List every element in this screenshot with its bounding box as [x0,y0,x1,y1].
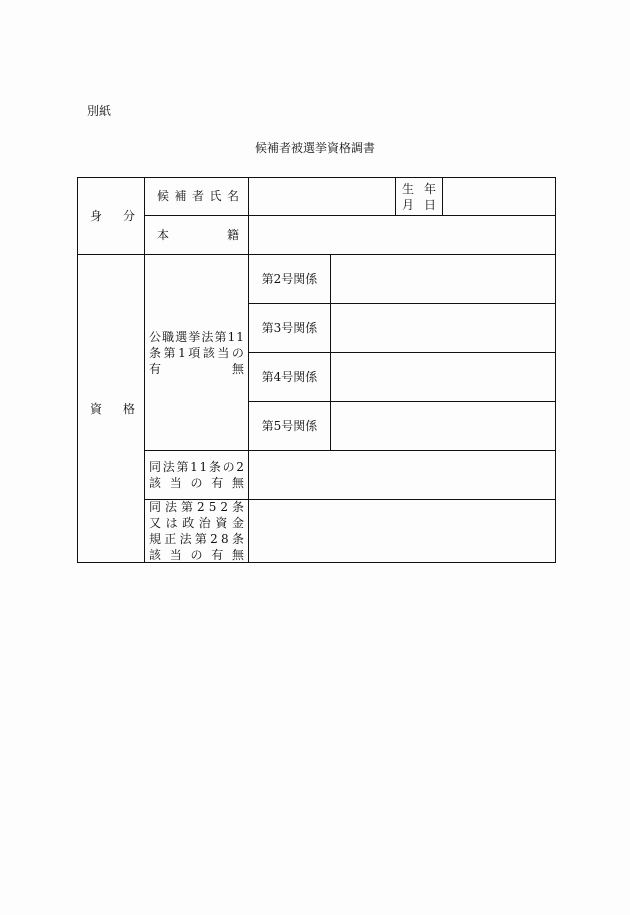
qualification-table [77,177,556,563]
annex-label: 別紙 [87,104,112,118]
sub-item-field[interactable] [335,255,551,303]
sub-item-label: 第3号関係 [261,321,318,335]
birthdate-field[interactable] [447,177,551,215]
document-title: 候補者被選挙資格調書 [254,141,375,155]
sub-item-field[interactable] [335,402,551,450]
identity-section-label: 身 分 [90,208,135,223]
table-border-right [555,177,556,563]
birthdate-label: 生 年 月 日 [402,181,436,212]
item-3-label: 同 法 第 2 5 2 条 又 は 政 治 資 金 規 正 法 第 2 8 条 該 当 の 有 無 [149,500,244,562]
item-3-field[interactable] [253,500,551,562]
rule-sub-label [330,254,331,451]
sub-item-label: 第4号関係 [261,370,318,384]
item-1-label: 公 職 選 挙 法 第 1 1 条 第 1 項 該 当 の 有 無 [149,329,244,376]
sub-item-field[interactable] [335,304,551,352]
candidate-name-label: 候 補 者 氏 名 [157,189,239,203]
sub-item-field[interactable] [335,353,551,401]
rule-birth-label-left [395,177,396,216]
rule-birth-label-right [442,177,443,216]
sub-item-label: 第2号関係 [261,272,318,286]
qualification-section-label: 資 格 [90,401,135,416]
table-border-left [77,177,78,563]
candidate-name-field[interactable] [253,177,391,215]
sub-item-label: 第5号関係 [261,419,318,433]
item-2-label: 同 法 第 1 1 条 の 2 該 当 の 有 無 [149,460,244,490]
domicile-label: 本 籍 [157,228,239,242]
item-2-field[interactable] [253,451,551,499]
domicile-field[interactable] [253,216,551,254]
rule-col-1 [144,177,145,563]
